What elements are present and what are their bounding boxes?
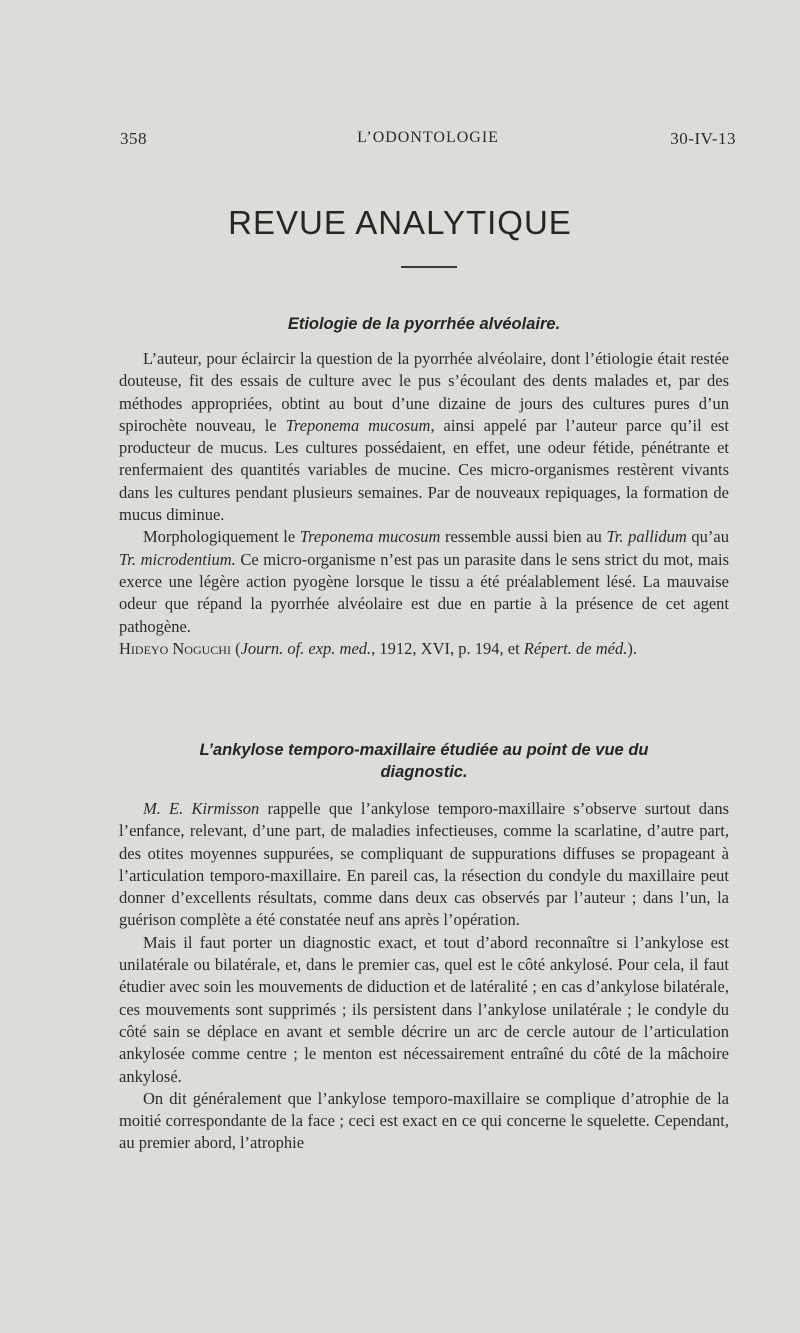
article-paragraph: Mais il faut porter un diagnostic exact, et tout d’abord reconnaître si l’ankylose est unilatérale ou bilatérale, et, dans le premier cas, quel est le côté ankylosé. Pour cela, il faut étudier avec soin les mouvements de diduction et de latéralité ; en cas d’ankylose bilatérale, ces mouvements sont supprimés ; ils persistent dans l’ankylose unilatérale ; le condyle du côté sain se déplace en avant et semble décrire un arc de cercle autour de l’articulation ankylosée comme centre ; le menton est nécessairement entraîné du côté de la mâchoire ankylosé. xyxy=(119,932,729,1086)
article-title: Etiologie de la pyorrhée alvéolaire. xyxy=(287,315,561,333)
species-name: Tr. microdentium. xyxy=(119,549,236,569)
page-number: 358 xyxy=(120,129,147,148)
species-name: Treponema mucosum xyxy=(299,527,441,547)
article-pyorrhee xyxy=(119,313,729,660)
reference-source: Répert. de méd. xyxy=(523,638,628,658)
article-title: L’ankylose temporo-maxillaire étudiée au point de vue du diagnostic. xyxy=(199,741,649,781)
article-ankylose xyxy=(119,739,729,1155)
species-name: Treponema mucosum xyxy=(285,415,431,435)
reference-journal: Journ. of. exp. med. xyxy=(240,638,372,658)
article-paragraph: M. E. Kirmisson rappelle que l’ankylose temporo-maxillaire s’observe surtout dans l’enfance, relevant, d’une part, de maladies infectieuses, comme la scarlatine, d’autre part, des otites moyennes suppurées, se compliquant de suppurations diffuses se propageant à l’articulation temporo-maxillaire. En pareil cas, la résection du condyle du maxillaire peut donner d’excellents résultats, comme dans deux cas observés par l’auteur ; dans l’un, la guérison complète a été constatée neuf ans après l’opération. xyxy=(119,799,729,930)
running-header xyxy=(120,129,736,155)
issue-date: 30-IV-13 xyxy=(670,129,736,148)
article-paragraph: L’auteur, pour éclaircir la question de la pyorrhée alvéolaire, dont l’étiologie était restée douteuse, fit des essais de culture avec le pus s’écoulant des dents malades et, par des méthodes appropriées, obtint au bout d’une dizaine de jours des cultures pures d’un spirochète nouveau, le Treponema mucosum, ainsi appelé par l’auteur parce qu’il est producteur de mucus. Les cultures possédaient, en effet, une odeur fétide, pénétrante et renfermaient des quantités variables de mucine. Ces micro-organismes restèrent vivants dans les cultures pendant plusieurs semaines. Par de nouveaux repiquages, la formation de mucus diminue. xyxy=(119,349,729,525)
article-paragraph: On dit généralement que l’ankylose temporo-maxillaire se complique d’atrophie de la moitié correspondante de la face ; ceci est exact en ce qui concerne le squelette. Cependant, au premier abord, l’atrophie xyxy=(119,1088,729,1153)
article-author: M. E. Kirmisson xyxy=(143,799,260,818)
bibliographic-reference: Hideyo Noguchi (Journ. of. exp. med., 1912, XVI, p. 194, et Répert. de méd.). xyxy=(119,638,637,658)
title-divider xyxy=(401,266,457,268)
reference-author: Hideyo Noguchi xyxy=(119,638,231,658)
section-title: REVUE ANALYTIQUE xyxy=(228,204,572,241)
species-name: Tr. pallidum xyxy=(606,527,687,547)
article-paragraph: Morphologiquement le Treponema mucosum ressemble aussi bien au Tr. pallidum qu’au Tr. microdentium. Ce micro-organisme n’est pas un parasite dans le sens strict du mot, mais exerce une légère action pyogène lorsque le tissu a été préalablement lésé. La mauvaise odeur que répand la pyorrhée alvéolaire est due en partie à la présence de cet agent pathogène. xyxy=(119,527,729,636)
journal-name: L’ODONTOLOGIE xyxy=(357,129,499,146)
